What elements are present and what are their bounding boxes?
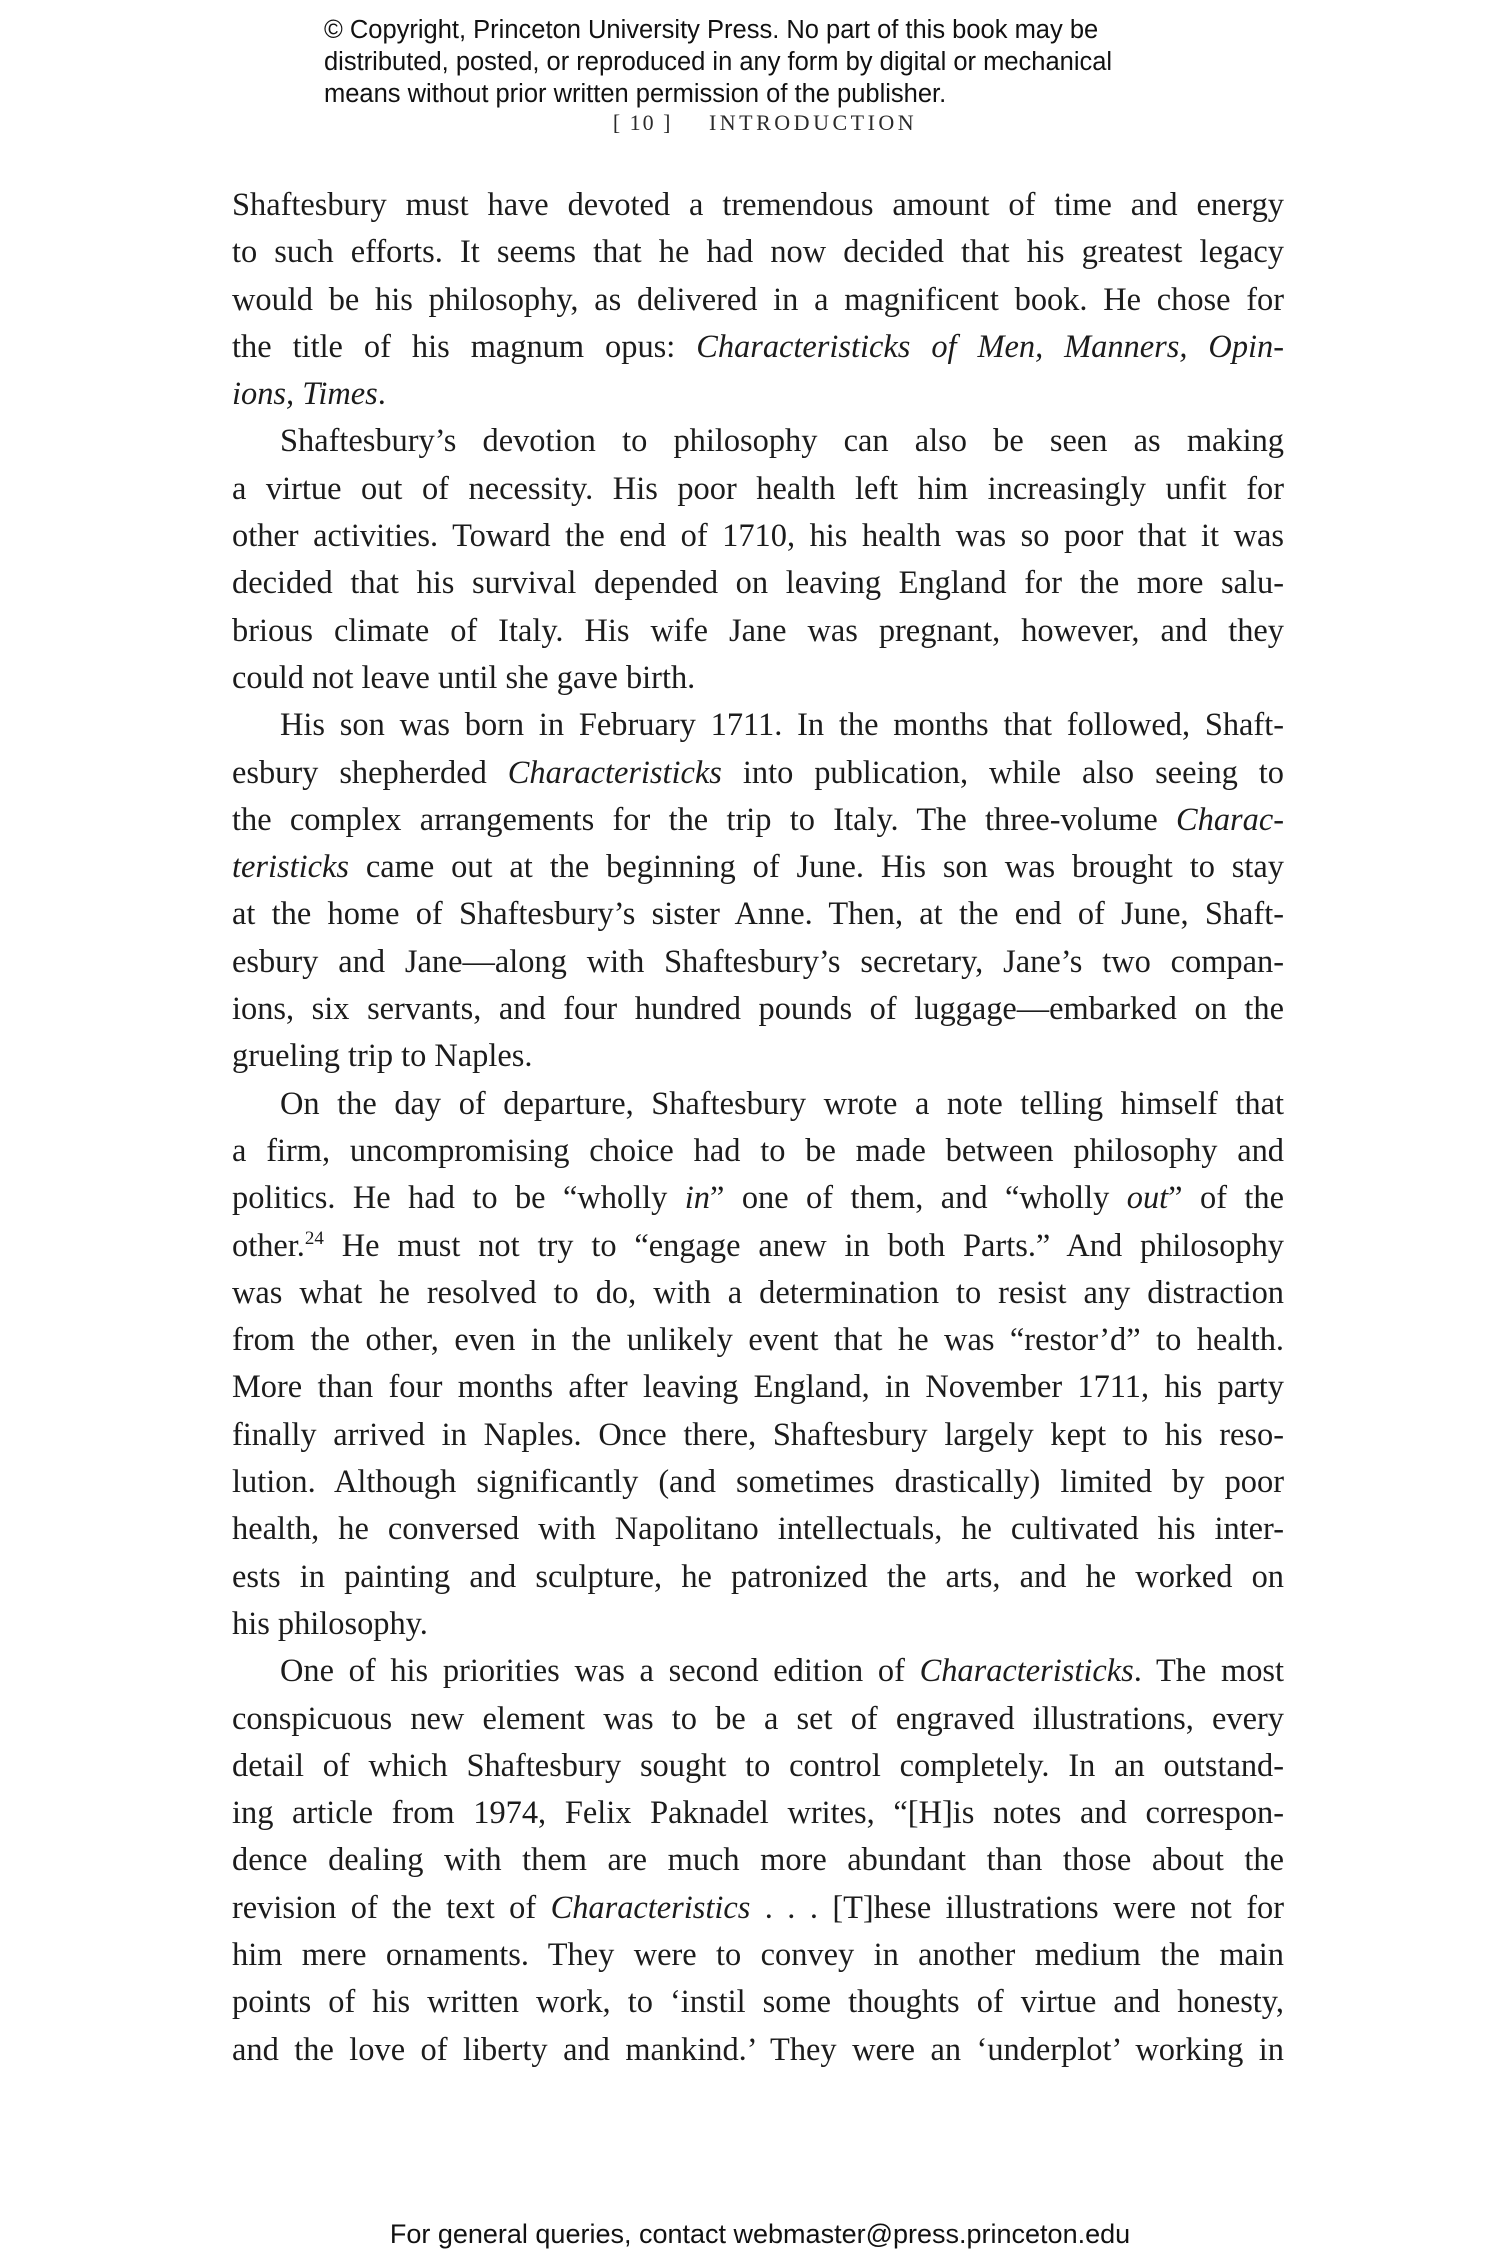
text-run: . . . [T]hese illustrations were not for xyxy=(750,1889,1284,1926)
text-run: and the love of liberty and mankind.’ They were an ‘underplot’ working in xyxy=(232,2031,1284,2068)
text-run: esbury and Jane—along with Shaftesbury’s secretary, Jane’s two compan- xyxy=(232,943,1284,980)
text-run: More than four months after leaving England, in November 1711, his party xyxy=(232,1369,1284,1406)
text-run: politics. He had to be “wholly xyxy=(232,1180,685,1217)
text-run: into publication, while also seeing to xyxy=(721,754,1284,791)
text-line xyxy=(232,1790,1284,1837)
copyright-line: distributed, posted, or reproduced in any form by digital or mechanical xyxy=(324,48,1113,76)
text-run: a firm, uncompromising choice had to be made between philosophy and xyxy=(232,1132,1284,1169)
text-run: ing article from 1974, Felix Paknadel writes, “[H]is notes and correspon- xyxy=(232,1795,1284,1832)
text-line xyxy=(232,702,1284,749)
italic-text: ions, Times xyxy=(232,376,378,413)
italic-text: out xyxy=(1126,1180,1169,1217)
footer-contact: For general queries, contact webmaster@press.princeton.edu xyxy=(389,2219,1131,2249)
text-run: other activities. Toward the end of 1710, his health was so poor that it was xyxy=(232,518,1284,555)
text-line xyxy=(232,1223,1284,1270)
text-run: Shaftesbury must have devoted a tremendous amount of time and energy xyxy=(232,187,1284,223)
text-line xyxy=(232,229,1284,276)
text-line xyxy=(232,1033,1284,1080)
text-run: finally arrived in Naples. Once there, Shaftesbury largely kept to his reso- xyxy=(232,1416,1284,1453)
text-run: His son was born in February 1711. In the months that followed, Shaft- xyxy=(280,707,1284,744)
text-run: Shaftesbury’s devotion to philosophy can also be seen as making xyxy=(280,423,1284,460)
italic-text: Characteristics xyxy=(550,1889,751,1926)
text-run: his philosophy. xyxy=(232,1605,428,1642)
text-line xyxy=(232,1837,1284,1884)
text-line xyxy=(232,1554,1284,1601)
page-number: [ 10 ] xyxy=(612,110,673,135)
text-run: him mere ornaments. They were to convey in another medium the main xyxy=(232,1936,1284,1973)
text-line xyxy=(232,1412,1284,1459)
text-line xyxy=(232,1175,1284,1222)
text-line xyxy=(232,797,1284,844)
text-run: decided that his survival depended on leaving England for the more salu- xyxy=(232,565,1284,602)
footnote-ref: 24 xyxy=(304,1227,324,1249)
text-line xyxy=(232,1932,1284,1979)
text-line xyxy=(232,1979,1284,2026)
text-line xyxy=(232,608,1284,655)
text-run: the title of his magnum opus: xyxy=(232,328,697,365)
italic-text: Characteristicks of Men, Manners, Opin- xyxy=(696,328,1284,365)
text-line xyxy=(232,655,1284,702)
text-run: health, he conversed with Napolitano intellectuals, he cultivated his inter- xyxy=(232,1511,1284,1548)
text-line xyxy=(232,1081,1284,1128)
text-line xyxy=(232,844,1284,891)
text-line xyxy=(232,418,1284,465)
text-line xyxy=(232,1270,1284,1317)
italic-text: Charac- xyxy=(1176,801,1284,838)
text-run: ests in painting and sculpture, he patronized the arts, and he worked on xyxy=(232,1558,1284,1595)
text-line xyxy=(232,371,1284,418)
text-run: came out at the beginning of June. His son was brought to stay xyxy=(348,849,1284,886)
text-line xyxy=(232,1743,1284,1790)
text-run: other. xyxy=(232,1227,305,1264)
text-run: could not leave until she gave birth. xyxy=(232,659,696,696)
text-line xyxy=(232,324,1284,371)
text-line xyxy=(232,466,1284,513)
text-line xyxy=(232,560,1284,607)
text-run: . The most xyxy=(1133,1653,1284,1690)
text-run: grueling trip to Naples. xyxy=(232,1038,533,1075)
italic-text: teristicks xyxy=(232,849,349,886)
text-run: ” one of them, and “wholly xyxy=(710,1180,1127,1217)
text-run: revision of the text of xyxy=(232,1889,551,1926)
text-line xyxy=(232,1364,1284,1411)
italic-text: Characteristicks xyxy=(919,1653,1134,1690)
text-line xyxy=(232,986,1284,1033)
text-run: from the other, even in the unlikely event that he was “restor’d” to health. xyxy=(232,1322,1284,1359)
text-run: . xyxy=(377,376,386,413)
text-run: One of his priorities was a second edition of xyxy=(280,1653,920,1690)
text-line xyxy=(232,1885,1284,1932)
text-run: ” of the xyxy=(1168,1180,1284,1217)
text-run: the complex arrangements for the trip to Italy. The three-volume xyxy=(232,801,1177,838)
text-run: detail of which Shaftesbury sought to control completely. In an outstand- xyxy=(232,1747,1284,1784)
text-run: points of his written work, to ‘instil some thoughts of virtue and honesty, xyxy=(232,1984,1284,2021)
text-run: at the home of Shaftesbury’s sister Anne. Then, at the end of June, Shaft- xyxy=(232,896,1284,933)
text-run: On the day of departure, Shaftesbury wrote a note telling himself that xyxy=(280,1085,1284,1122)
text-line xyxy=(232,182,1284,229)
text-line xyxy=(232,1317,1284,1364)
section-title: INTRODUCTION xyxy=(708,110,918,135)
text-line xyxy=(232,1459,1284,1506)
text-line xyxy=(232,2027,1284,2074)
text-run: to such efforts. It seems that he had now decided that his greatest legacy xyxy=(232,234,1284,271)
text-run: He must not try to “engage anew in both Parts.” And philosophy xyxy=(323,1227,1284,1264)
text-line xyxy=(232,1128,1284,1175)
text-run: dence dealing with them are much more abundant than those about the xyxy=(232,1842,1284,1879)
text-run: was what he resolved to do, with a determination to resist any distraction xyxy=(232,1274,1284,1311)
text-run: would be his philosophy, as delivered in a magnificent book. He chose for xyxy=(232,281,1284,318)
text-line xyxy=(232,1506,1284,1553)
text-run: esbury shepherded xyxy=(232,754,508,791)
text-run: conspicuous new element was to be a set of engraved illustrations, every xyxy=(232,1700,1284,1737)
text-line xyxy=(232,277,1284,324)
italic-text: in xyxy=(684,1180,710,1217)
running-head xyxy=(0,110,1500,136)
text-run: lution. Although significantly (and sometimes drastically) limited by poor xyxy=(232,1464,1284,1501)
text-line xyxy=(232,891,1284,938)
text-line xyxy=(232,513,1284,560)
text-run: ions, six servants, and four hundred pounds of luggage—embarked on the xyxy=(232,991,1284,1028)
text-run: brious climate of Italy. His wife Jane was pregnant, however, and they xyxy=(232,612,1284,649)
text-line xyxy=(232,750,1284,797)
text-line xyxy=(232,1601,1284,1648)
italic-text: Characteristicks xyxy=(507,754,722,791)
body-text xyxy=(232,182,1284,2074)
text-line xyxy=(232,1696,1284,1743)
copyright-line: © Copyright, Princeton University Press. No part of this book may be xyxy=(324,16,1099,44)
copyright-line: means without prior written permission of the publisher. xyxy=(324,80,947,108)
text-run: a virtue out of necessity. His poor health left him increasingly unfit for xyxy=(232,470,1284,507)
copyright-notice xyxy=(324,14,1224,110)
text-line xyxy=(232,1648,1284,1695)
text-line xyxy=(232,939,1284,986)
